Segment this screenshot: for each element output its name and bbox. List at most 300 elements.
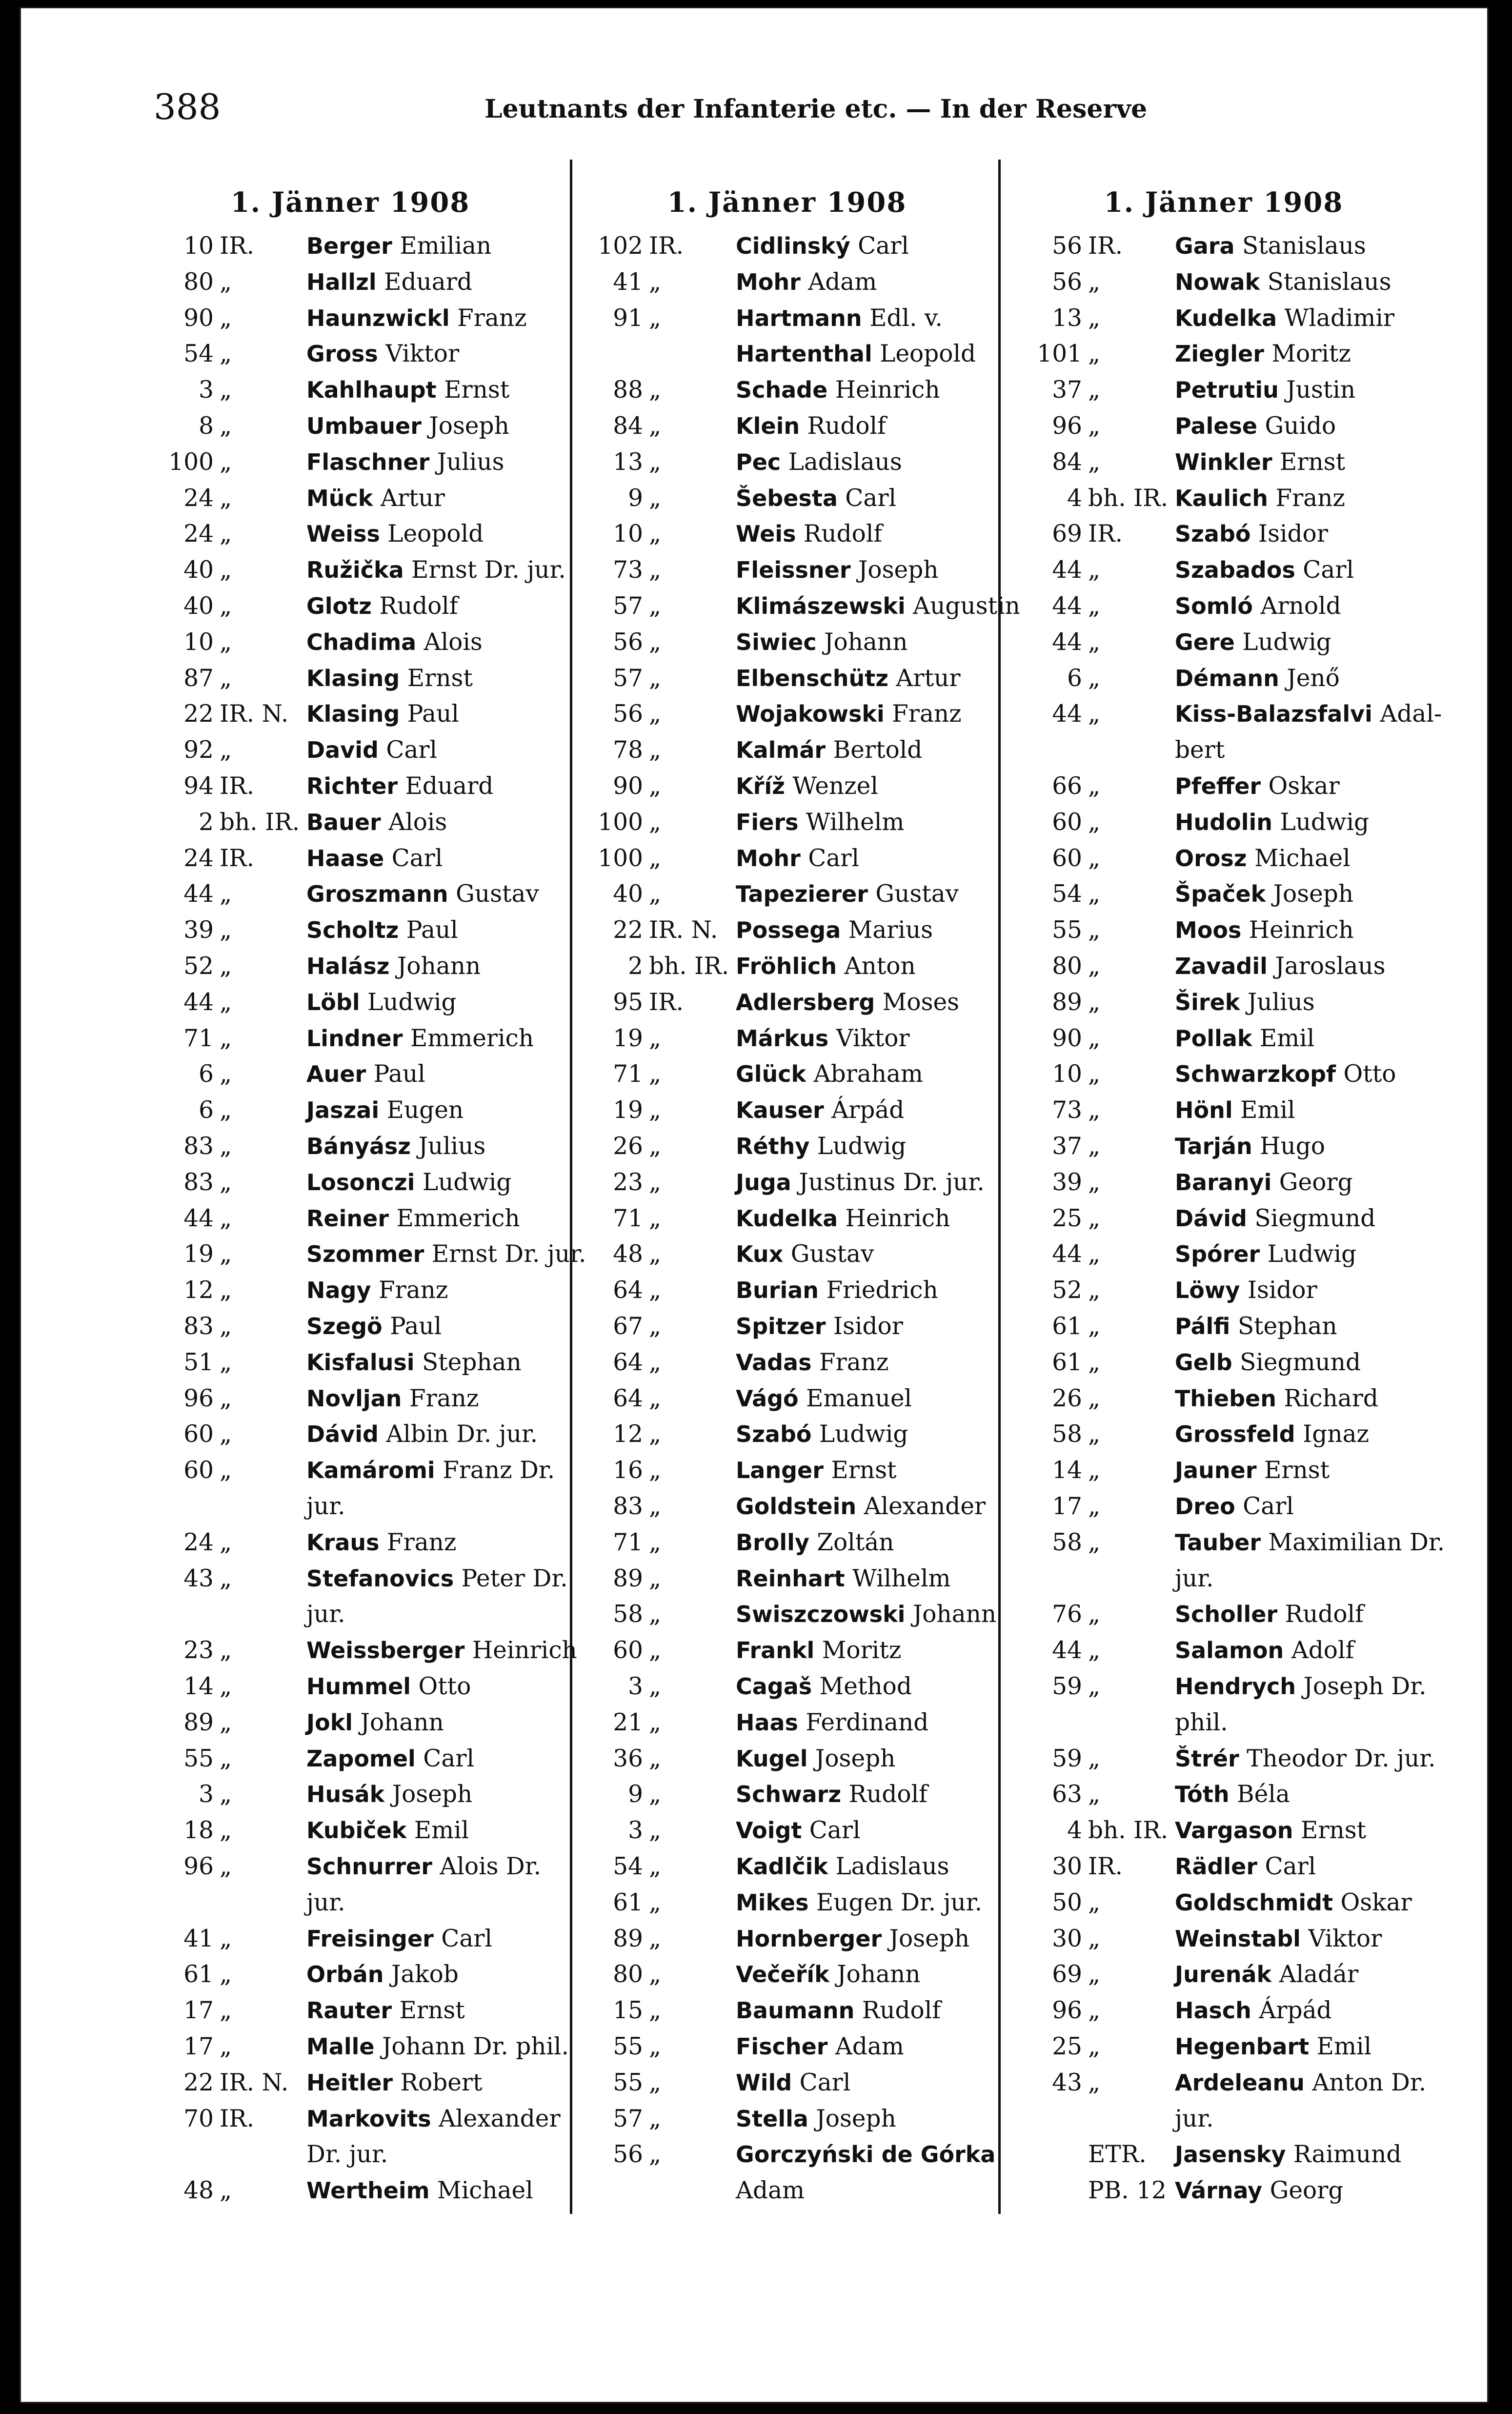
surname: Zavadil	[1175, 953, 1268, 979]
surname: Frankl	[736, 1637, 815, 1664]
given-name: Otto	[418, 1673, 471, 1700]
unit-designation: IR.	[1088, 1853, 1123, 1880]
surname: Klimászewski	[736, 593, 906, 619]
list-item	[1009, 588, 1341, 624]
surname: Jokl	[306, 1709, 353, 1736]
given-name: Moritz	[822, 1637, 902, 1664]
regiment-number: 61	[1052, 1348, 1082, 1376]
regiment-number: 37	[1052, 1133, 1082, 1160]
surname: Heitler	[306, 2069, 393, 2096]
unit-designation: „	[220, 1204, 232, 1232]
regiment-number: 22	[183, 2069, 214, 2096]
given-name: Otto	[1343, 1060, 1396, 1088]
regiment-number: 44	[183, 988, 214, 1016]
list-item	[136, 1308, 442, 1344]
given-name: Justinus Dr. jur.	[799, 1168, 985, 1196]
list-item	[580, 1344, 888, 1380]
unit-designation: „	[649, 1888, 662, 1916]
surname: Flaschner	[306, 448, 430, 475]
list-item	[580, 588, 1020, 624]
surname: Cagaš	[736, 1673, 812, 1700]
unit-designation: „	[1088, 1457, 1101, 1484]
surname: Kisfalusi	[306, 1349, 415, 1376]
list-item	[580, 1561, 951, 1597]
given-name: Eduard	[405, 772, 494, 800]
list-item	[1009, 2101, 1214, 2137]
surname: David	[306, 737, 379, 764]
list-item	[136, 1092, 464, 1128]
given-name: phil.	[1175, 1708, 1228, 1736]
regiment-number: 26	[1052, 1384, 1082, 1412]
list-item	[136, 1452, 555, 1488]
regiment-number: 9	[628, 1781, 643, 1808]
surname: Szegö	[306, 1313, 383, 1339]
surname: Hasch	[1175, 1997, 1251, 2024]
regiment-number: 58	[1052, 1528, 1082, 1556]
regiment-number: 10	[183, 628, 214, 656]
list-item	[580, 372, 940, 408]
given-name: Árpád	[831, 1096, 905, 1124]
surname: Tauber	[1175, 1529, 1261, 1556]
list-item	[580, 1812, 861, 1848]
unit-designation: bh. IR.	[220, 808, 300, 836]
given-name: Siegmund	[1254, 1204, 1376, 1232]
unit-designation: „	[649, 1853, 662, 1880]
given-name: Ludwig	[817, 1133, 907, 1160]
given-name: Anton Dr.	[1312, 2069, 1427, 2096]
unit-designation: „	[1088, 1024, 1101, 1052]
given-name: Franz	[819, 1348, 889, 1376]
unit-designation: „	[1088, 2033, 1101, 2060]
regiment-number: 59	[1052, 1673, 1082, 1700]
surname: Somló	[1175, 593, 1253, 619]
surname: Schnurrer	[306, 1853, 432, 1880]
list-item	[580, 1056, 923, 1092]
list-item	[1009, 660, 1340, 696]
list-item	[580, 1704, 928, 1741]
surname: Dreo	[1175, 1493, 1235, 1520]
unit-designation: „	[220, 1925, 232, 1952]
surname: Markovits	[306, 2105, 431, 2132]
regiment-number: 24	[183, 1528, 214, 1556]
regiment-number: 70	[183, 2105, 214, 2132]
unit-designation: „	[220, 953, 232, 980]
given-name: Franz	[892, 700, 962, 728]
regiment-number: 56	[613, 2141, 643, 2169]
unit-designation: „	[220, 1096, 232, 1124]
unit-designation: „	[649, 736, 662, 764]
list-item	[1009, 336, 1351, 372]
list-item	[1009, 1128, 1325, 1164]
given-name: Ernst	[399, 1997, 465, 2025]
unit-designation: „	[649, 592, 662, 620]
unit-designation: „	[1088, 1925, 1101, 1952]
list-item	[580, 1092, 904, 1128]
unit-designation: „	[220, 340, 232, 368]
surname: Auer	[306, 1061, 366, 1088]
given-name: Julius	[418, 1133, 486, 1160]
given-name: Béla	[1237, 1781, 1290, 1808]
regiment-number: 87	[183, 664, 214, 692]
unit-designation: „	[1088, 1673, 1101, 1700]
unit-designation: „	[220, 268, 232, 296]
given-name: Joseph	[858, 556, 939, 584]
given-name: Rudolf	[862, 1997, 941, 2025]
surname: Weissberger	[306, 1637, 465, 1664]
given-name: Carl	[799, 2069, 851, 2096]
list-item	[1009, 1956, 1358, 1992]
surname: Bányász	[306, 1133, 411, 1159]
unit-designation: „	[220, 1277, 232, 1304]
regiment-number: 60	[183, 1457, 214, 1484]
list-item	[1009, 1416, 1369, 1452]
given-name: Siegmund	[1240, 1348, 1361, 1376]
list-item	[580, 1452, 897, 1488]
regiment-number: 44	[1052, 700, 1082, 728]
surname: Pec	[736, 448, 781, 475]
surname: Salamon	[1175, 1637, 1284, 1664]
given-name: Carl	[1265, 1853, 1316, 1880]
surname: Baumann	[736, 1997, 855, 2024]
surname: Goldschmidt	[1175, 1889, 1333, 1916]
surname: Jasensky	[1175, 2141, 1286, 2168]
regiment-number: 101	[1037, 340, 1082, 368]
list-item	[136, 2101, 561, 2137]
list-item	[136, 2172, 533, 2209]
given-name: Wilhelm	[852, 1564, 951, 1592]
list-item	[1009, 1776, 1290, 1812]
list-item	[580, 1632, 901, 1668]
given-name: Raimund	[1293, 2141, 1402, 2169]
unit-designation: „	[220, 1673, 232, 1700]
unit-designation: „	[649, 484, 662, 512]
list-item	[136, 948, 481, 984]
surname: Kux	[736, 1241, 784, 1268]
unit-designation: „	[220, 520, 232, 548]
unit-designation: „	[1088, 1060, 1101, 1088]
unit-designation: „	[649, 1420, 662, 1448]
surname: Weinstabl	[1175, 1925, 1301, 1952]
surname: Pálfi	[1175, 1313, 1230, 1339]
surname: Stefanovics	[306, 1565, 454, 1592]
regiment-number: 40	[183, 556, 214, 584]
given-name: bert	[1175, 736, 1225, 764]
given-name: Ernst Dr. jur.	[411, 556, 566, 584]
regiment-number: 60	[613, 1637, 643, 1664]
given-name: Adolf	[1291, 1637, 1354, 1664]
unit-designation: „	[220, 412, 232, 440]
list-item	[1009, 228, 1366, 264]
list-item	[580, 1956, 920, 1992]
surname: Štrér	[1175, 1745, 1239, 1772]
unit-designation: „	[649, 1528, 662, 1556]
surname: Dávid	[1175, 1205, 1247, 1232]
unit-designation: „	[1088, 304, 1101, 332]
surname: Kraus	[306, 1529, 380, 1556]
list-item	[1009, 804, 1369, 840]
list-item	[136, 264, 472, 300]
surname: Possega	[736, 917, 841, 944]
surname: Langer	[736, 1457, 824, 1484]
surname: Winkler	[1175, 448, 1272, 475]
surname: Hönl	[1175, 1097, 1233, 1124]
list-item	[136, 624, 483, 660]
unit-designation: „	[1088, 1168, 1101, 1196]
regiment-number: 44	[1052, 592, 1082, 620]
unit-designation: „	[1088, 1528, 1101, 1556]
list-item	[1009, 1488, 1294, 1524]
list-item	[580, 1020, 910, 1056]
unit-designation: bh. IR.	[1088, 1817, 1169, 1845]
surname: Juga	[736, 1169, 791, 1196]
unit-designation: „	[1088, 1888, 1101, 1916]
list-item	[580, 696, 962, 732]
list-item	[580, 2029, 904, 2065]
list-item	[580, 1885, 982, 1921]
list-item	[136, 1885, 345, 1921]
given-name: Georg	[1279, 1168, 1353, 1196]
given-name: Franz	[409, 1384, 479, 1412]
given-name: jur.	[306, 1601, 345, 1628]
list-item	[580, 1524, 894, 1561]
regiment-number: 102	[598, 232, 643, 260]
list-item	[1009, 948, 1386, 984]
regiment-number: 90	[183, 304, 214, 332]
regiment-number: 56	[613, 628, 643, 656]
regiment-number: 37	[1052, 376, 1082, 404]
surname: Baranyi	[1175, 1169, 1272, 1196]
unit-designation: „	[649, 1384, 662, 1412]
given-name: jur.	[1175, 1564, 1214, 1592]
regiment-number: 16	[613, 1457, 643, 1484]
unit-designation: „	[220, 484, 232, 512]
unit-designation: „	[649, 448, 662, 476]
unit-designation: „	[220, 1457, 232, 1484]
list-item	[580, 876, 959, 912]
unit-designation: „	[220, 1745, 232, 1772]
regiment-number: 69	[1052, 520, 1082, 548]
regiment-number: 55	[183, 1745, 214, 1772]
regiment-number: 39	[183, 916, 214, 944]
list-item	[580, 1200, 950, 1237]
unit-designation: „	[220, 988, 232, 1016]
given-name: Method	[819, 1673, 912, 1700]
surname: Szabó	[736, 1421, 812, 1448]
given-name: Georg	[1270, 2177, 1344, 2205]
regiment-number: 26	[613, 1133, 643, 1160]
list-item	[136, 804, 447, 840]
given-name: Joseph	[815, 1745, 896, 1772]
list-item	[1009, 2172, 1343, 2209]
unit-designation: „	[220, 2177, 232, 2205]
regiment-number: 60	[183, 1420, 214, 1448]
regiment-number: 3	[628, 1673, 643, 1700]
list-item	[136, 300, 527, 336]
unit-designation: „	[1088, 1384, 1101, 1412]
list-item	[1009, 1921, 1382, 1957]
regiment-number: 30	[1052, 1853, 1082, 1880]
column-divider-left	[570, 160, 572, 2214]
unit-designation: „	[1088, 268, 1101, 296]
list-item	[580, 1416, 908, 1452]
given-name: Johann	[397, 953, 481, 980]
regiment-number: 48	[613, 1240, 643, 1268]
list-item	[1009, 1200, 1375, 1237]
list-item	[136, 1776, 472, 1812]
list-item	[136, 1020, 534, 1056]
regiment-number: 52	[183, 953, 214, 980]
unit-designation: „	[1088, 1493, 1101, 1520]
list-item	[580, 1596, 996, 1632]
given-name: Franz	[457, 304, 527, 332]
list-item	[1009, 1056, 1396, 1092]
list-item	[136, 444, 504, 480]
surname: Hummel	[306, 1673, 411, 1700]
unit-designation: IR. N.	[220, 2069, 289, 2096]
unit-designation: „	[649, 1817, 662, 1845]
given-name: Carl	[386, 736, 438, 764]
given-name: Franz	[386, 1528, 457, 1556]
regiment-number: 18	[183, 1817, 214, 1845]
regiment-number: 3	[199, 376, 214, 404]
given-name: Ladislaus	[788, 448, 902, 476]
regiment-number: 50	[1052, 1888, 1082, 1916]
regiment-number: 52	[1052, 1277, 1082, 1304]
regiment-number: 71	[613, 1204, 643, 1232]
given-name: Anton	[844, 953, 916, 980]
surname: Rauter	[306, 1997, 392, 2024]
surname: Szommer	[306, 1241, 424, 1268]
surname: Orosz	[1175, 845, 1247, 872]
given-name: Carl	[1303, 556, 1354, 584]
unit-designation: „	[649, 1745, 662, 1772]
list-item	[1009, 1704, 1228, 1741]
regiment-number: 64	[613, 1277, 643, 1304]
list-item	[136, 1056, 425, 1092]
list-item	[136, 1524, 456, 1561]
list-item	[580, 1741, 895, 1777]
list-item	[136, 1164, 511, 1200]
surname: Siwiec	[736, 629, 817, 655]
list-item	[580, 1308, 903, 1344]
surname: Hudolin	[1175, 809, 1273, 835]
unit-designation: bh. IR.	[1088, 484, 1169, 512]
regiment-number: 67	[613, 1313, 643, 1340]
unit-designation: „	[649, 1240, 662, 1268]
surname: Voigt	[736, 1817, 802, 1844]
regiment-number: 25	[1052, 2033, 1082, 2060]
surname: Nowak	[1175, 268, 1260, 295]
regiment-number: 96	[1052, 1997, 1082, 2025]
regiment-number: 80	[1052, 953, 1082, 980]
unit-designation: IR.	[220, 232, 255, 260]
list-item	[1009, 1164, 1353, 1200]
list-item	[136, 1344, 522, 1380]
unit-designation: „	[220, 376, 232, 404]
surname: Fiers	[736, 809, 799, 835]
surname: Groszmann	[306, 881, 448, 908]
list-item	[580, 1164, 985, 1200]
list-item	[136, 696, 459, 732]
unit-designation: ETR.	[1088, 2141, 1147, 2169]
list-item	[1009, 1741, 1436, 1777]
unit-designation: „	[1088, 1348, 1101, 1376]
list-item	[136, 660, 473, 696]
list-item	[580, 660, 961, 696]
unit-designation: „	[220, 916, 232, 944]
given-name: Franz	[378, 1277, 448, 1304]
surname: Hartenthal	[736, 341, 872, 367]
surname: Haunzwickl	[306, 304, 450, 331]
regiment-number: 12	[613, 1420, 643, 1448]
given-name: Oskar	[1268, 772, 1340, 800]
given-name: Friedrich	[826, 1277, 938, 1304]
unit-designation: „	[649, 1997, 662, 2025]
given-name: Johann	[824, 628, 908, 656]
given-name: Jakob	[391, 1961, 459, 1988]
surname: Klein	[736, 413, 800, 439]
regiment-number: 89	[613, 1925, 643, 1952]
given-name: Stanislaus	[1267, 268, 1391, 296]
given-name: Zoltán	[817, 1528, 894, 1556]
unit-designation: „	[649, 1060, 662, 1088]
given-name: Hugo	[1260, 1133, 1325, 1160]
list-item	[136, 588, 458, 624]
surname: Weiss	[306, 521, 380, 548]
unit-designation: IR.	[220, 844, 255, 872]
unit-designation: „	[220, 1637, 232, 1664]
surname: Schwarzkopf	[1175, 1061, 1336, 1088]
regiment-number: 3	[628, 1817, 643, 1845]
unit-designation: „	[220, 1240, 232, 1268]
surname: Fleissner	[736, 557, 851, 584]
regiment-number: 55	[1052, 916, 1082, 944]
regiment-number: 48	[183, 2177, 214, 2205]
surname: Kudelka	[1175, 304, 1277, 331]
regiment-number: 15	[613, 1997, 643, 2025]
list-item	[580, 1380, 912, 1417]
surname: Hallzl	[306, 268, 377, 295]
unit-designation: „	[1088, 1313, 1101, 1340]
unit-designation: „	[1088, 2069, 1101, 2096]
list-item	[1009, 516, 1328, 552]
regiment-number: 4	[1067, 1817, 1082, 1845]
unit-designation: „	[1088, 808, 1101, 836]
surname: Burian	[736, 1277, 819, 1304]
unit-designation: „	[1088, 412, 1101, 440]
surname: Gross	[306, 341, 378, 367]
given-name: Albin Dr. jur.	[386, 1420, 538, 1448]
given-name: Michael	[437, 2177, 533, 2205]
list-item	[1009, 1308, 1337, 1344]
given-name: Carl	[845, 484, 897, 512]
surname: Tapezierer	[736, 881, 868, 908]
unit-designation: „	[649, 304, 662, 332]
list-item	[136, 2029, 569, 2065]
given-name: Heinrich	[845, 1204, 950, 1232]
unit-designation: „	[649, 1204, 662, 1232]
surname: Kudelka	[736, 1205, 838, 1232]
given-name: Alexander	[864, 1493, 986, 1520]
column-heading: 1. Jänner 1908	[667, 186, 907, 219]
given-name: Heinrich	[472, 1637, 577, 1664]
given-name: Gustav	[875, 880, 959, 908]
list-item	[1009, 624, 1331, 660]
surname: Szabó	[1175, 521, 1251, 548]
unit-designation: „	[220, 1997, 232, 2025]
unit-designation: IR.	[649, 232, 684, 260]
surname: Brolly	[736, 1529, 809, 1556]
